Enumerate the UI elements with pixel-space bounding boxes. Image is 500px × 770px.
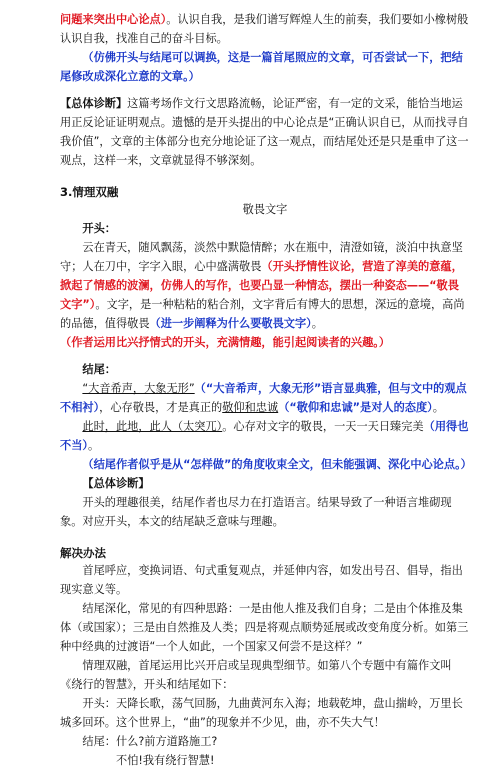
opening-paragraph: 云在青天，随风飘荡，淡然中默隐情醉；水在瓶中，清澄如镜，淡泊中执意坚守；人在刀中，字字入眼，心中盛满敬畏（开头抒情性议论，营造了淳美的意蕴，掀起了情感的波澜，仿佛人的写作，也要凸显一种情态，摆出一种姿态——“敬畏文字”）。文字，是一种粘粘的粘合剂，文字背后有博大的思想，深远的意境，高尚的品德，值得敬畏（进一步阐释为什么要敬畏文字）。 [60,241,465,330]
ending-note: （结尾作者似乎是从“怎样做”的角度收束全文，但未能强调、深化中心论点。） [82,458,472,471]
opening-blue-comment: （进一步阐释为什么要敬畏文字） [149,317,312,330]
intro-red-lead: 问题来突出中心论点） [60,13,167,26]
solution-para-6: 不怕!我有绕行智慧! [116,754,215,767]
ending-paragraph-2: 此时，此地，此人（太突兀）。心存对文字的敬畏，一天一天日臻完美（用得也不当）。 [60,420,469,452]
ending-paragraph: “大音希声，大象无形”（“大音希声，大象无形”语言显典雅，但与文中的观点不相衬），心存敬畏，才是真正的敬仰和忠诚（“敬仰和忠诚”是对人的态度）。 [60,382,467,414]
opening-label: 开头： [82,222,116,235]
opening-red-comment: （开头抒情性议论，营造了淳美的意蕴，掀起了情感的波澜，仿佛人的写作，也要凸显一种情态，摆出一种姿态——“敬畏文字”） [60,260,463,311]
intro-note: （仿佛开头与结尾可以调换，这是一篇首尾照应的文章，可否尝试一下，把结尾修改成深化立意的文章。） [60,51,463,83]
ending-label: 结尾： [82,363,116,376]
solution-para-4: 开头：天降长歌，荡气回肠，九曲黄河东入海；地载乾坤，盘山揣岭，万里长城多回环。这个世界上，“曲”的现象并不少见，曲，亦不失大气！ [60,697,463,729]
ending-blue-comment-3: （用得也不当） [60,420,469,452]
section-heading: 3.情理双融 [60,185,119,199]
solution-para-1: 首尾呼应，变换词语、句式重复观点，并延伸内容，如发出号召、倡导，指出现实意义等。 [60,564,463,596]
ending-blue-comment-1: （“大音希声，大象无形”语言显典雅，但与文中的观点不相衬） [60,382,467,414]
ending-blue-comment-2: （“敬仰和忠诚”是对人的态度） [278,401,433,414]
section-diagnosis-label: 【总体诊断】 [82,477,150,490]
opening-text: 云在青天，随风飘荡，淡然中默隐情醉；水在瓶中，清澄如镜，淡泊中执意坚守；人在刀中，字字入眼，心中盛满敬畏 [60,241,463,273]
ending-underlined: 敬仰和忠诚 [222,401,279,414]
diagnosis-label: 【总体诊断】 [60,97,128,110]
ending-underlined-2: 此时，此地，此人（太突兀） [82,420,223,433]
diagnosis-paragraph [60,94,470,170]
solution-para-2: 结尾深化，常见的有四种思路：一是由他人推及我们自身；二是由个体推及集体（或国家）；三是由自然推及人类；四是将观点顺势延展或改变角度分析。如第三种中经典的过渡语“一个人如此，一个国家又何尝不是这样？” [60,602,469,653]
solution-heading: 解决办法 [60,546,106,560]
essay-title: 敬畏文字 [242,203,288,216]
ending-quote: “大音希声，大象无形” [82,382,195,395]
intro-paragraph [60,10,470,48]
section-diagnosis-text: 开头的理趣很美，结尾作者也尽力在打造语言。结果导致了一种语言堆砌现象。对应开头，本文的结尾缺乏意味与理趣。 [60,496,452,528]
solution-para-3: 情理双融，首尾运用比兴开启或呈现典型细节。如第八个专题中有篇作文叫《绕行的智慧》，开头和结尾如下： [60,659,452,691]
opening-note: （作者运用比兴抒情式的开头，充满情趣，能引起阅读者的兴趣。） [60,336,391,349]
diagnosis-text: 这篇考场作文行文思路流畅，论证严密，有一定的文采，能恰当地运用正反论证证明观点。遗憾的是开头提出的中心论点是“正确认识自已，从而找寻自我价值”，文章的主体部分也充分地论证了这一观点，而结尾处还是只是重申了这一观点，这样一来，文章就显得不够深刻。 [60,97,469,167]
intro-text: 。认识自我，是我们谱写辉煌人生的前奏，我们要如小橡树般认识自我，找准自己的奋斗目标。 [60,13,469,45]
opening-text-2: 。文字，是一种粘粘的粘合剂，文字背后有博大的思想，深远的意境，高尚的品德，值得敬畏 [60,298,465,330]
solution-para-5: 结尾：什么?前方道路施工? [82,735,218,748]
